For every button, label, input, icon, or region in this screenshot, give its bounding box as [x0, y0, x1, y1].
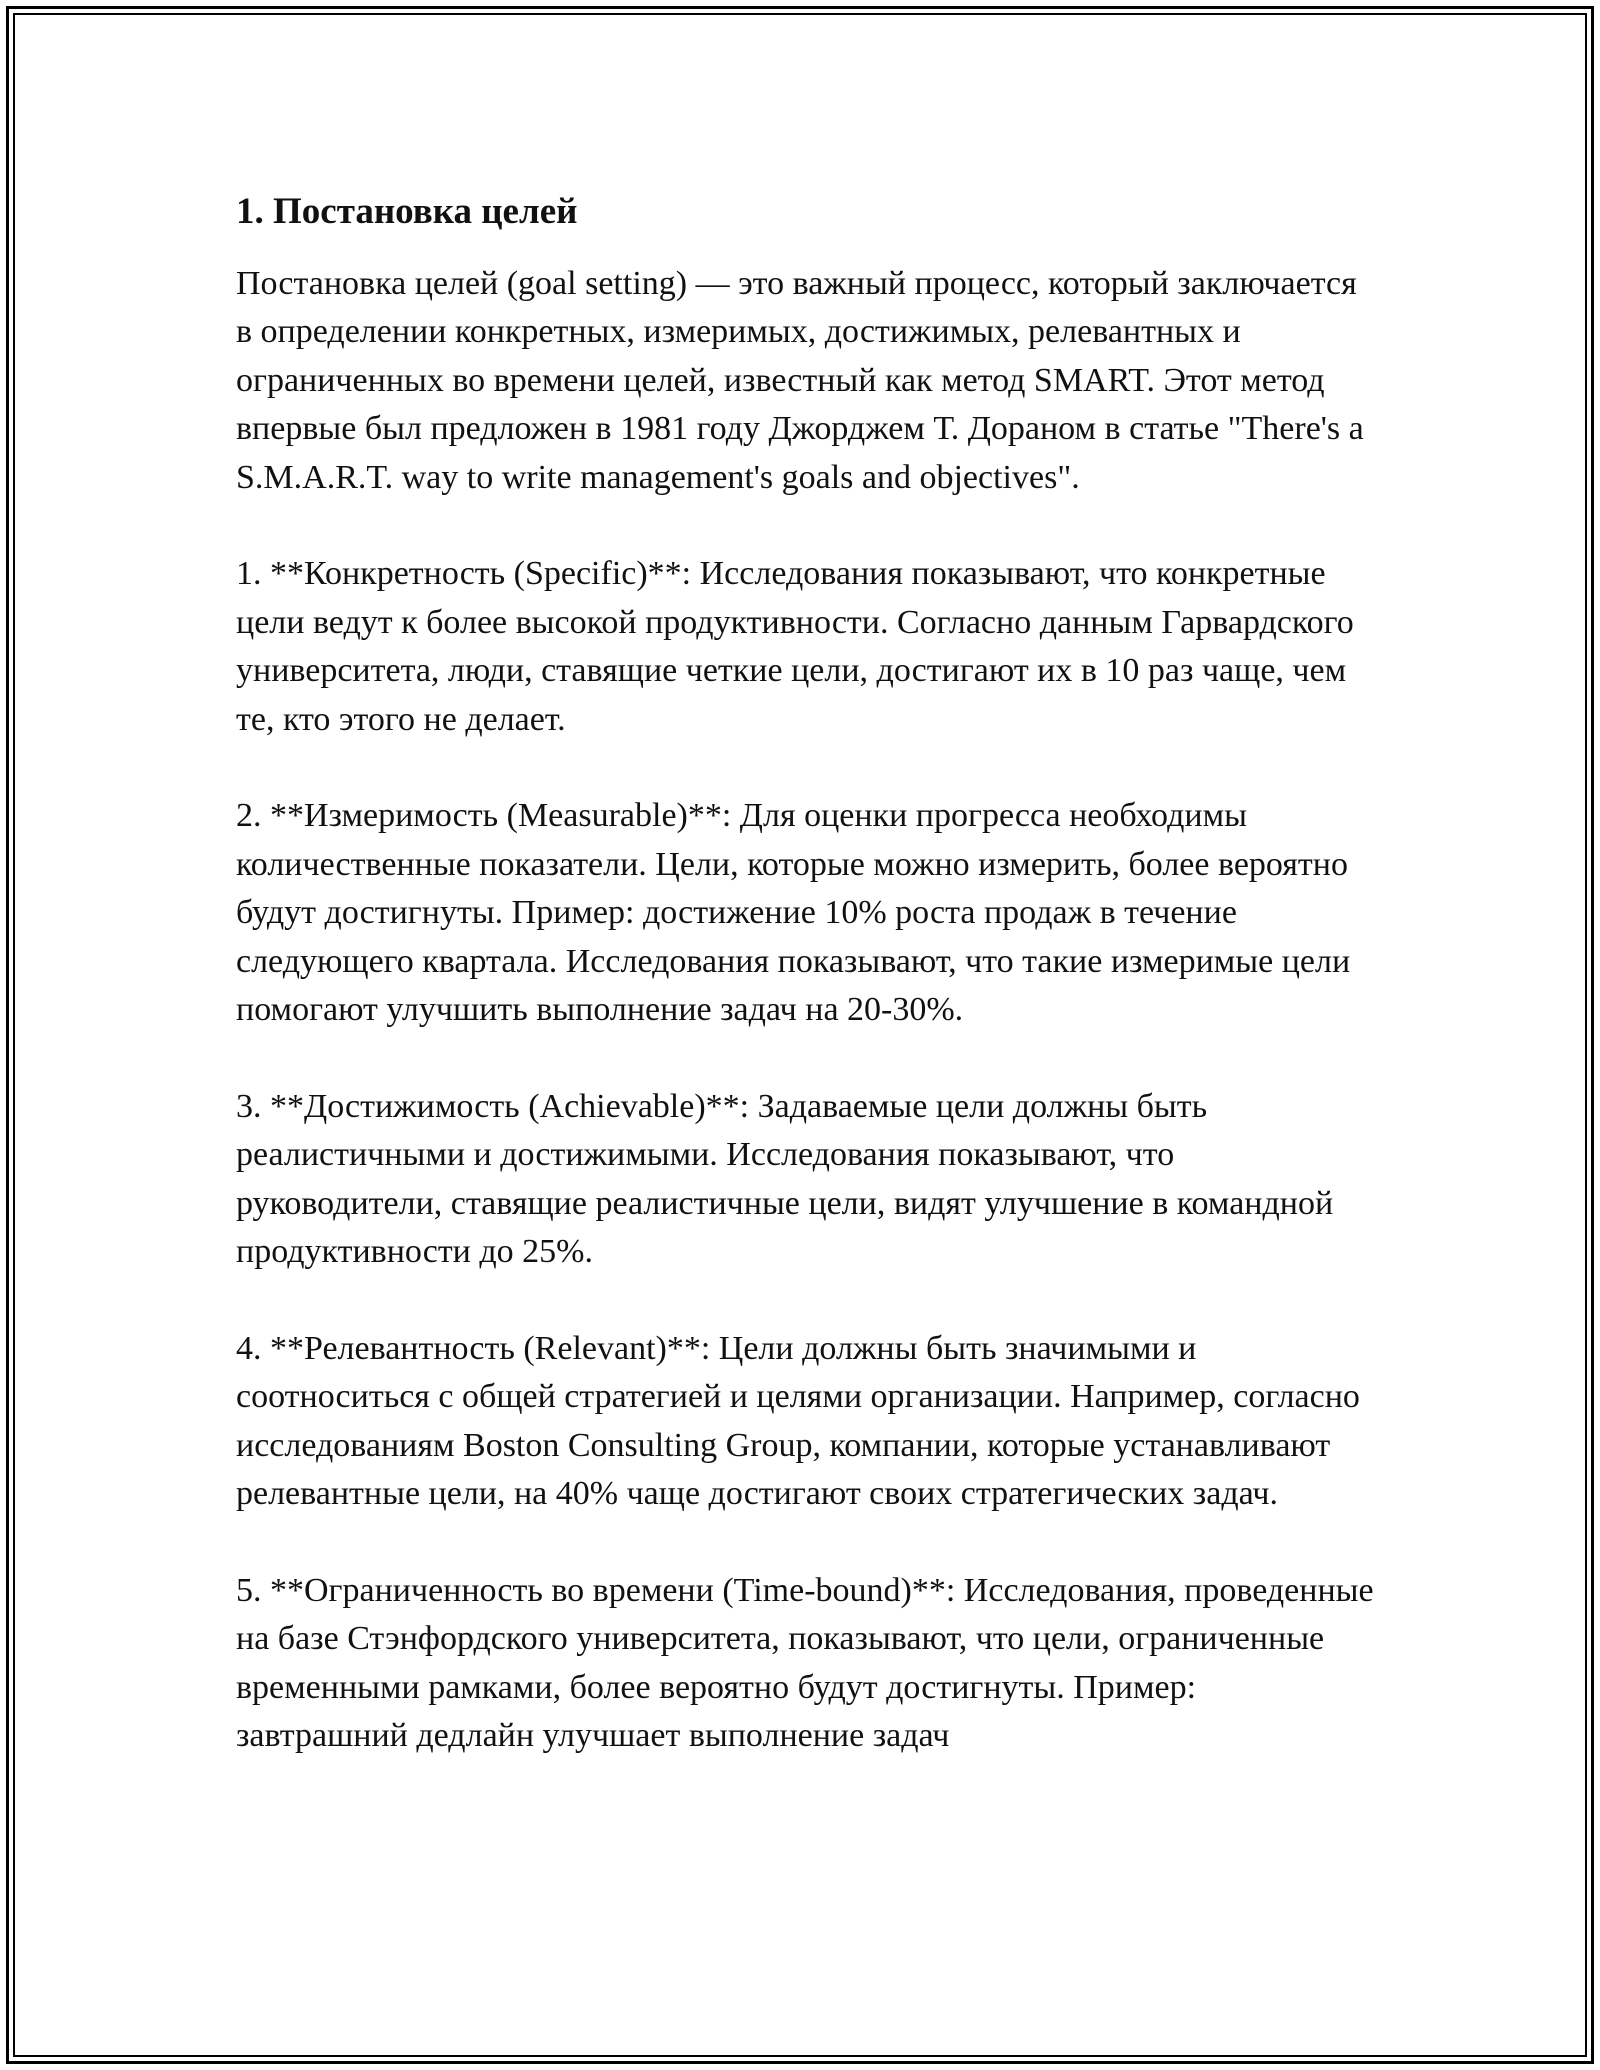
list-item-measurable: 2. **Измеримость (Measurable)**: Для оценки прогресса необходимы количественные показатели. Цели, которые можно измерить, более вероятно будут достигнуты. Пример: достижение 10% роста продаж в течение следующего квартала. Исследования показывают, что такие измеримые цели помогают улучшить выполнение задач на 20-30%.	[236, 797, 1351, 1029]
intro-paragraph: Постановка целей (goal setting) — это важный процесс, который заключается в определении конкретных, измеримых, достижимых, релевантных и ограниченных во времени целей, известный как метод SMART. Этот метод впервые был предложен в 1981 году Джорджем Т. Дораном в статье "There's a S.M.A.R.T. way to write management's goals and objectives".	[236, 265, 1364, 496]
list-item-achievable: 3. **Достижимость (Achievable)**: Задаваемые цели должны быть реалистичными и достижимыми. Исследования показывают, что руководители, ставящие реалистичные цели, видят улучшение в командной продуктивности до 25%.	[236, 1087, 1334, 1271]
list-item-time-bound: 5. **Ограниченность во времени (Time-bound)**: Исследования, проведенные на базе Стэнфордского университета, показывают, что цели, ограниченные временными рамками, более вероятно будут достигнуты. Пример: завтрашний дедлайн улучшает выполнение задач	[236, 1571, 1374, 1755]
document-body	[236, 186, 1376, 1761]
section-heading: 1. Постановка целей	[236, 191, 578, 232]
list-item-relevant: 4. **Релевантность (Relevant)**: Цели должны быть значимыми и соотноситься с общей стратегией и целями организации. Например, согласно исследованиям Boston Consulting Group, компании, которые устанавливают релевантные цели, на 40% чаще достигают своих стратегических задач.	[236, 1329, 1360, 1513]
list-item-specific: 1. **Конкретность (Specific)**: Исследования показывают, что конкретные цели ведут к более высокой продуктивности. Согласно данным Гарвардского университета, люди, ставящие четкие цели, достигают их в 10 раз чаще, чем те, кто этого не делает.	[236, 555, 1354, 738]
